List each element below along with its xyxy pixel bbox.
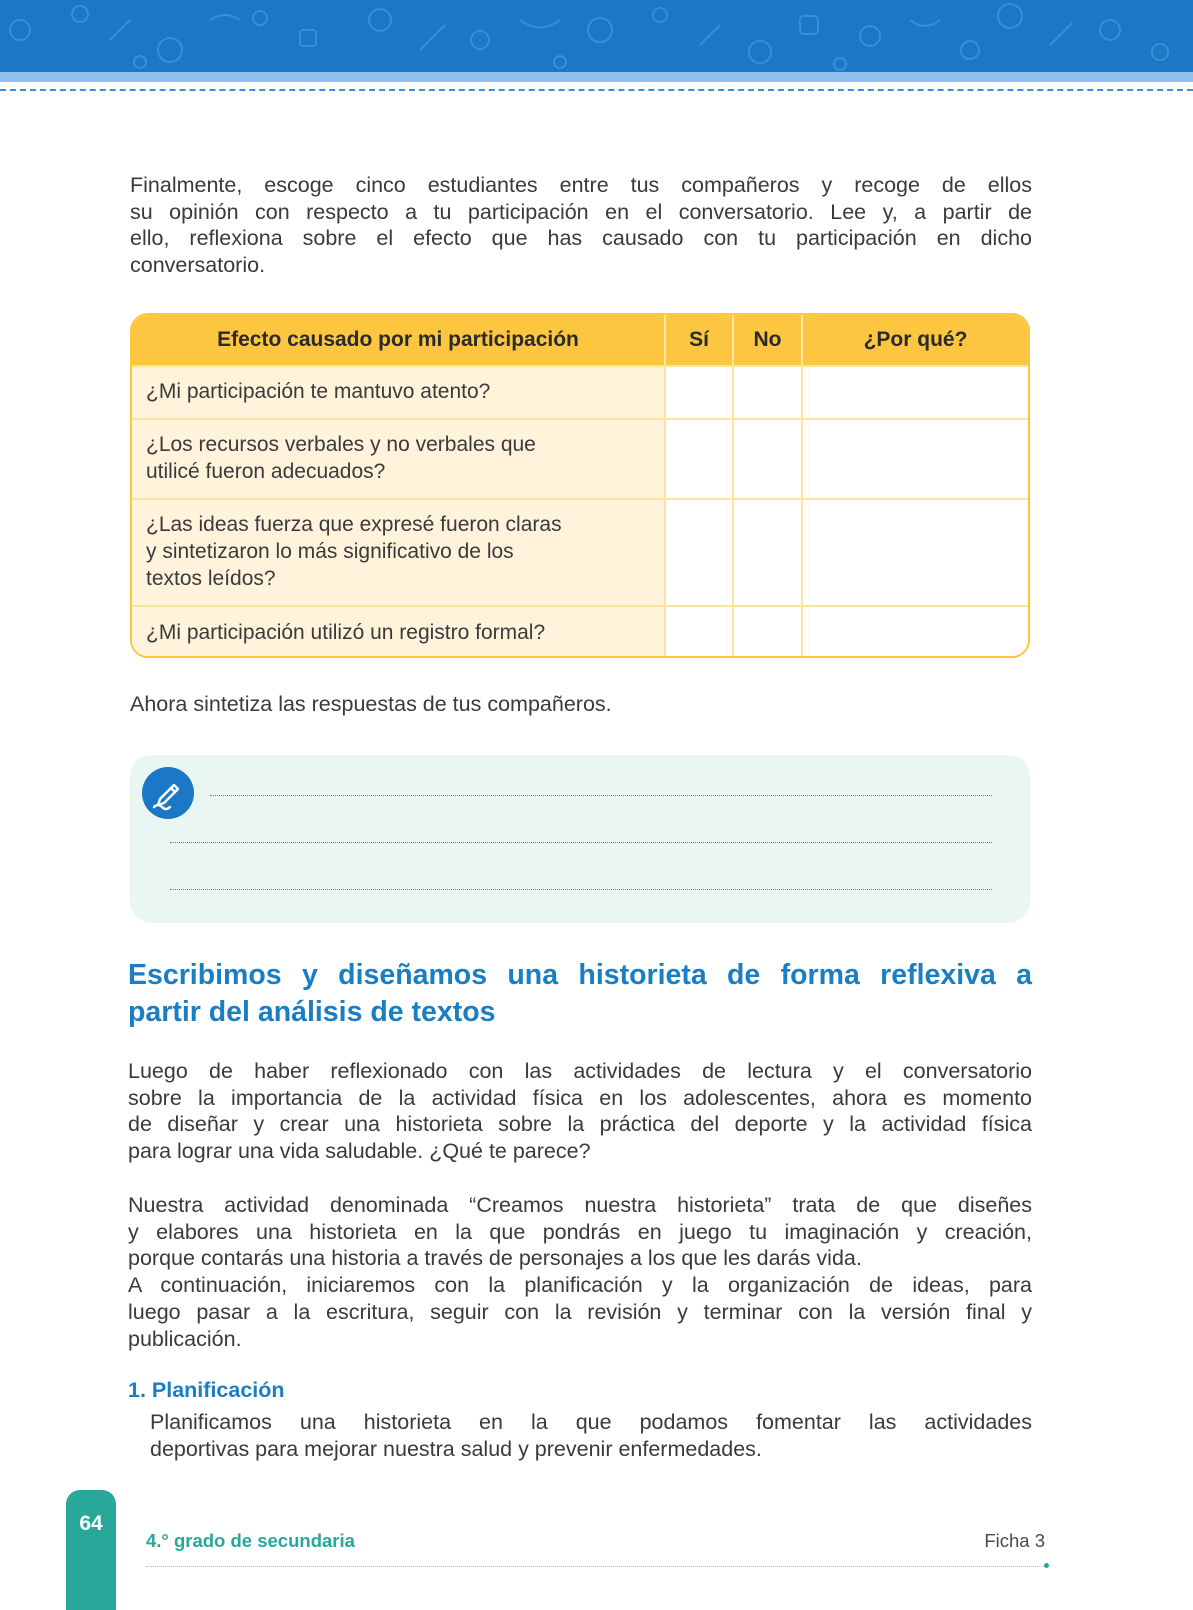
banner-stripe <box>0 72 1193 82</box>
paragraph-line: Planificamos una historieta en la que podamos fomentar las actividades <box>150 1410 1032 1434</box>
no-cell[interactable] <box>733 419 802 499</box>
por-que-cell[interactable] <box>802 606 1028 658</box>
question-text: textos leídos? <box>146 566 276 590</box>
header-efecto: Efecto causado por mi participación <box>132 315 665 366</box>
footer-grade: 4.° grado de secundaria <box>146 1530 355 1551</box>
synthesis-prompt: Ahora sintetiza las respuestas de tus compañeros. <box>130 692 612 716</box>
no-cell[interactable] <box>733 499 802 606</box>
intro-line: conversatorio. <box>130 253 266 278</box>
paragraph-line: deportivas para mejorar nuestra salud y prevenir enfermedades. <box>150 1436 762 1461</box>
question-text: utilicé fueron adecuados? <box>146 460 386 483</box>
question-cell <box>132 606 665 658</box>
answer-box <box>130 755 1030 923</box>
question-cell <box>132 419 665 499</box>
si-cell[interactable] <box>665 499 733 606</box>
paragraph-line: y elabores una historieta en la que pondrás en juego tu imaginación y creación, <box>128 1219 1032 1244</box>
por-que-cell[interactable] <box>802 419 1028 499</box>
footer-ficha: Ficha 3 <box>984 1530 1045 1551</box>
footer-dot <box>1044 1563 1049 1568</box>
writing-line[interactable] <box>170 842 992 843</box>
question-text: ¿Mi participación te mantuvo atento? <box>146 380 491 404</box>
header-por-que: ¿Por qué? <box>802 315 1028 366</box>
paragraph-3 <box>150 1409 1032 1462</box>
paragraph-line: Nuestra actividad denominada “Creamos nuestra historieta” trata de que diseñes <box>128 1193 1032 1217</box>
intro-line: su opinión con respecto a tu participación en el conversatorio. Lee y, a partir de <box>130 199 1032 224</box>
pencil-icon <box>142 767 194 819</box>
intro-line: Finalmente, escoge cinco estudiantes entre tus compañeros y recoge de ellos <box>130 173 1032 197</box>
section-title <box>128 957 1032 1031</box>
paragraph-line: porque contarás una historia a través de personajes a los que les darás vida. <box>128 1246 862 1271</box>
header-no: No <box>733 315 802 366</box>
paragraph-1 <box>128 1058 1032 1165</box>
question-text: ¿Mi participación utilizó un registro formal? <box>146 620 546 644</box>
paragraph-line: sobre la importancia de la actividad física en los adolescentes, ahora es momento <box>128 1085 1032 1110</box>
header-banner <box>0 0 1193 72</box>
intro-line: ello, reflexiona sobre el efecto que has causado con tu participación en dicho <box>130 226 1032 251</box>
writing-line[interactable] <box>210 795 992 796</box>
question-text: ¿Los recursos verbales y no verbales que <box>146 433 536 457</box>
table-row <box>132 366 1028 419</box>
por-que-cell[interactable] <box>802 366 1028 419</box>
paragraph-line: de diseñar y crear una historieta sobre la práctica del deporte y la actividad física <box>128 1112 1032 1137</box>
banner-pattern <box>0 0 1193 72</box>
evaluation-table <box>130 313 1030 658</box>
section-title-line: partir del análisis de textos <box>128 996 496 1028</box>
por-que-cell[interactable] <box>802 499 1028 606</box>
question-cell <box>132 366 665 419</box>
si-cell[interactable] <box>665 606 733 658</box>
page-number: 64 <box>79 1512 103 1535</box>
header-si: Sí <box>665 315 733 366</box>
intro-paragraph <box>130 172 1032 279</box>
paragraph-line: para lograr una vida saludable. ¿Qué te parece? <box>128 1139 591 1164</box>
paragraph-line: A continuación, iniciaremos con la planificación y la organización de ideas, para <box>128 1273 1032 1298</box>
table-row <box>132 419 1028 499</box>
table-row <box>132 606 1028 658</box>
question-text: y sintetizaron lo más significativo de los <box>146 540 514 564</box>
paragraph-line: luego pasar a la escritura, seguir con la revisión y terminar con la versión final y <box>128 1299 1032 1324</box>
paragraph-line: Luego de haber reflexionado con las actividades de lectura y el conversatorio <box>128 1059 1032 1083</box>
planificacion-heading: 1. Planificación <box>128 1378 285 1402</box>
paragraph-line: publicación. <box>128 1326 242 1351</box>
si-cell[interactable] <box>665 419 733 499</box>
header-dashed-divider <box>0 89 1193 91</box>
si-cell[interactable] <box>665 366 733 419</box>
table-row <box>132 499 1028 606</box>
footer-divider <box>146 1566 1044 1567</box>
no-cell[interactable] <box>733 606 802 658</box>
paragraph-2 <box>128 1192 1032 1352</box>
question-text: ¿Las ideas fuerza que expresé fueron claras <box>146 513 562 537</box>
question-cell <box>132 499 665 606</box>
writing-line[interactable] <box>170 889 992 890</box>
section-title-line: Escribimos y diseñamos una historieta de forma reflexiva a <box>128 959 1032 991</box>
page-number-tab <box>66 1490 116 1610</box>
no-cell[interactable] <box>733 366 802 419</box>
